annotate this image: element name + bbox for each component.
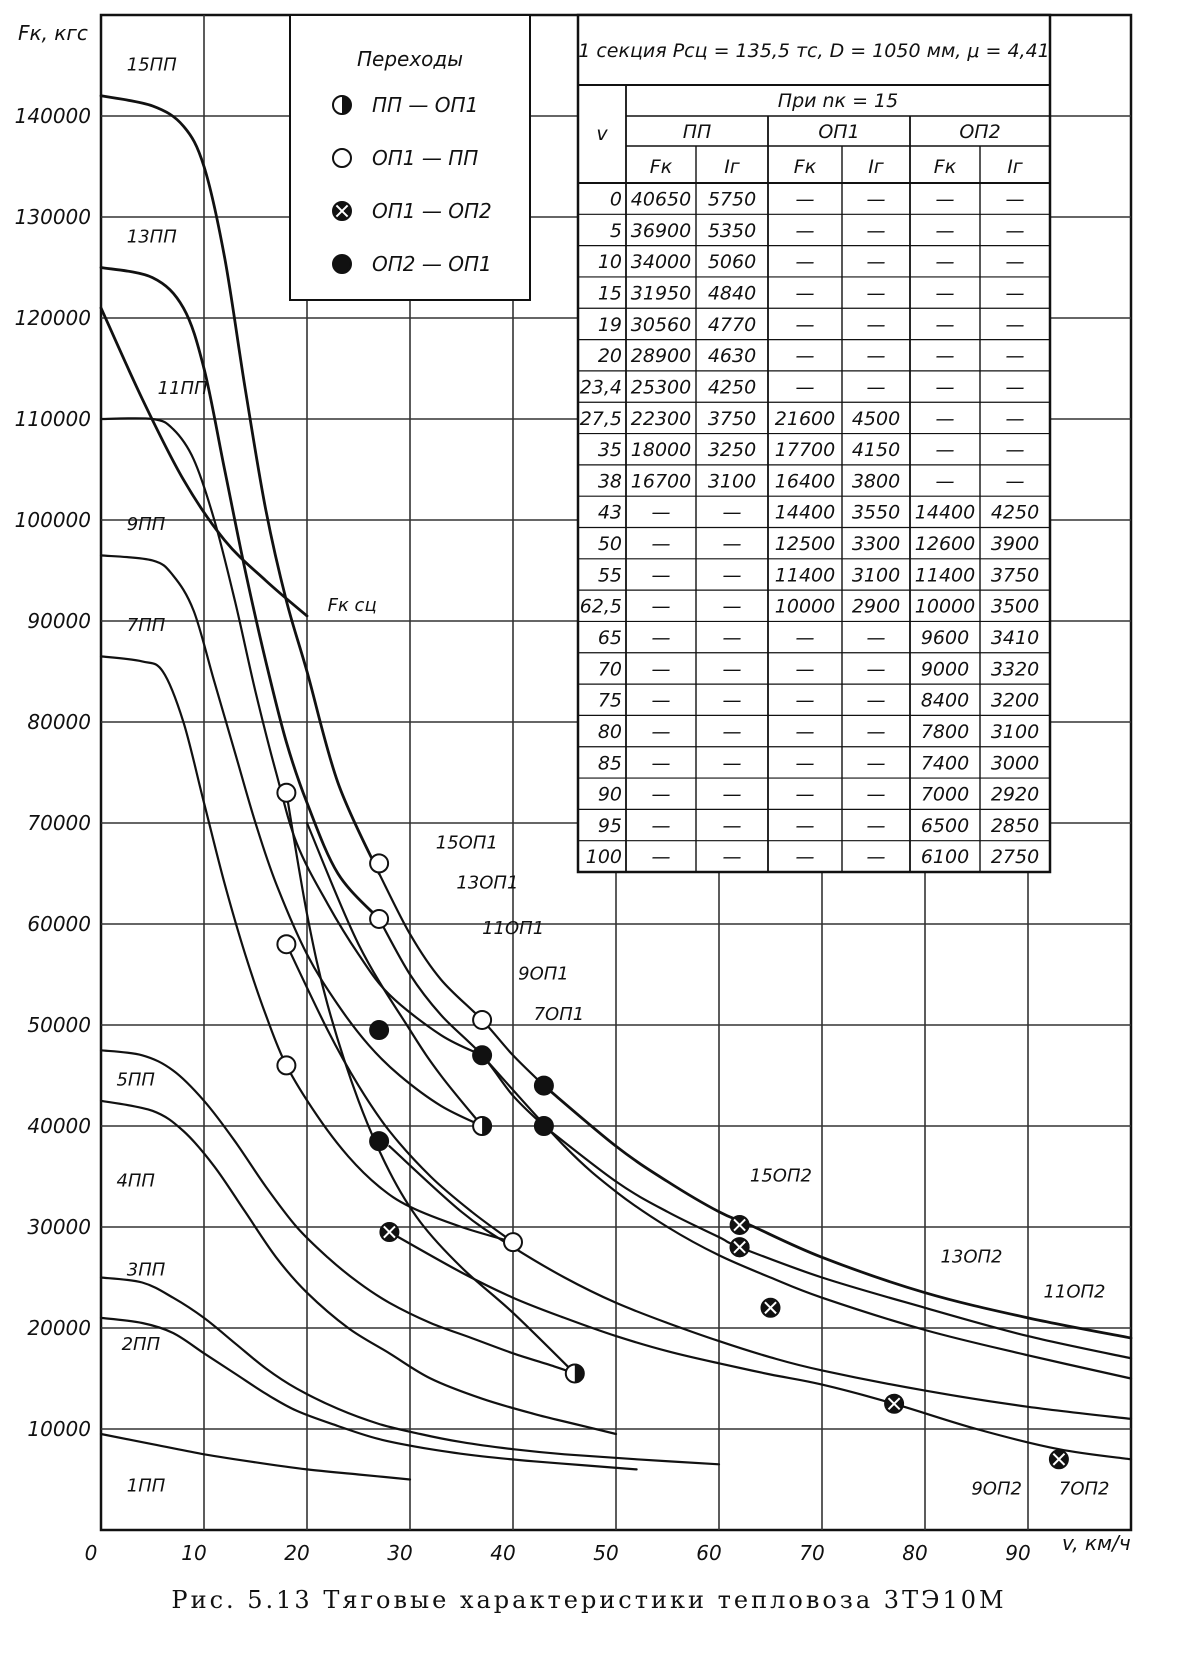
table-cell-12-0: 55 [597, 564, 622, 587]
table-cell-20-5: 6500 [920, 814, 970, 837]
transition-point-1-6 [504, 1233, 522, 1251]
y-tick-label-8: 90000 [27, 609, 91, 633]
table-cell-19-6: 2920 [990, 783, 1040, 806]
table-cell-16-3: — [795, 689, 815, 712]
series-label-1: 13ПП [126, 226, 177, 248]
x-tick-label-8: 80 [902, 1541, 928, 1565]
table-cell-0-3: — [795, 188, 815, 211]
x-tick-label-2: 20 [284, 1541, 310, 1565]
table-cell-2-4: — [866, 251, 886, 274]
table-cell-11-5: 12600 [914, 533, 976, 556]
table-cell-10-0: 43 [597, 501, 622, 524]
x-tick-label-4: 40 [490, 1541, 516, 1565]
table-cell-14-1: — [651, 627, 671, 650]
legend-marker-2 [333, 202, 351, 220]
transition-point-1-3 [370, 854, 388, 872]
table-cell-20-1: — [651, 814, 671, 837]
x-tick-label-1: 10 [181, 1541, 207, 1565]
transition-point-0-0 [566, 1364, 584, 1382]
series-line-9 [101, 1434, 410, 1480]
table-cell-20-4: — [866, 814, 886, 837]
figure-caption: Рис. 5.13 Тяговые характеристики тепловоза 3ТЭ10М [171, 1586, 1007, 1614]
transition-point-3-3 [535, 1077, 553, 1095]
x-axis-title: v, км/ч [1062, 1531, 1131, 1555]
table-col-header-0: Fк [649, 156, 673, 178]
series-label-13: 9ОП1 [518, 963, 569, 985]
series-line-12 [307, 823, 482, 1126]
table-cell-1-3: — [795, 219, 815, 242]
series-line-11 [379, 919, 544, 1126]
series-label-2: 11ПП [157, 377, 208, 399]
transition-point-2-0 [731, 1216, 749, 1234]
table-col-header-5: Iг [1007, 156, 1023, 178]
series-label-5: 5ПП [116, 1069, 155, 1091]
table-cell-8-1: 18000 [630, 439, 692, 462]
table-cell-2-3: — [795, 251, 815, 274]
table-cell-0-0: 0 [609, 188, 622, 211]
x-tick-label-9: 90 [1005, 1541, 1031, 1565]
table-cell-15-4: — [866, 658, 886, 681]
transition-point-3-4 [535, 1117, 553, 1135]
series-label-14: 7ОП1 [533, 1003, 585, 1025]
table-cell-19-4: — [866, 783, 886, 806]
table-group-1: ОП1 [818, 121, 860, 143]
table-cell-14-2: — [722, 627, 742, 650]
table-cell-15-5: 9000 [920, 658, 970, 681]
table-group-0: ПП [682, 121, 712, 143]
series-label-16: 13ОП2 [940, 1246, 1003, 1268]
table-cell-16-5: 8400 [920, 689, 970, 712]
table-cell-17-5: 7800 [920, 720, 970, 743]
table-cell-7-5: — [935, 407, 955, 430]
y-tick-label-0: 10000 [27, 1417, 91, 1441]
table-cell-13-0: 62,5 [579, 595, 622, 618]
transition-point-2-2 [762, 1299, 780, 1317]
table-cell-4-5: — [935, 313, 955, 336]
table-cell-1-4: — [866, 219, 886, 242]
series-line-13 [286, 944, 513, 1242]
series-line-3 [101, 555, 482, 1126]
table-cell-17-6: 3100 [990, 720, 1040, 743]
table-cell-7-6: — [1005, 407, 1025, 430]
table-cell-9-6: — [1005, 470, 1025, 493]
table-cell-14-3: — [795, 627, 815, 650]
table-cell-5-6: — [1005, 345, 1025, 368]
table-cell-9-0: 38 [597, 470, 622, 493]
table-cell-8-5: — [935, 439, 955, 462]
table-cell-3-6: — [1005, 282, 1025, 305]
table-cell-6-2: 4250 [707, 376, 757, 399]
table-cell-12-5: 11400 [914, 564, 976, 587]
table-cell-8-6: — [1005, 439, 1025, 462]
table-cell-16-2: — [722, 689, 742, 712]
transition-point-3-0 [370, 1021, 388, 1039]
table-cell-1-2: 5350 [707, 219, 757, 242]
table-col-header-4: Fк [933, 156, 957, 178]
transition-point-2-5 [380, 1223, 398, 1241]
series-label-9: 1ПП [126, 1475, 166, 1497]
table-cell-0-2: 5750 [707, 188, 757, 211]
transition-point-3-1 [370, 1132, 388, 1150]
table-cell-9-1: 16700 [630, 470, 692, 493]
table-cell-2-0: 10 [597, 251, 622, 274]
legend-marker-3 [333, 255, 351, 273]
table-cell-12-2: — [722, 564, 742, 587]
y-axis-title: Fк, кгс [18, 21, 88, 45]
series-label-6: 4ПП [116, 1170, 155, 1192]
table-col-header-2: Fк [793, 156, 817, 178]
table-cell-1-5: — [935, 219, 955, 242]
transition-point-0-1 [473, 1117, 491, 1135]
table-cell-7-4: 4500 [851, 407, 901, 430]
table-cell-13-6: 3500 [990, 595, 1040, 618]
transition-point-1-5 [473, 1011, 491, 1029]
y-tick-label-1: 20000 [27, 1316, 91, 1340]
table-cell-11-6: 3900 [990, 533, 1040, 556]
table-cell-15-6: 3320 [990, 658, 1040, 681]
x-tick-label-0: 0 [84, 1541, 98, 1565]
table-cell-0-1: 40650 [630, 188, 692, 211]
table-cell-21-3: — [795, 846, 815, 869]
table-cell-1-1: 36900 [630, 219, 692, 242]
table-cell-11-4: 3300 [851, 533, 901, 556]
table-cell-13-1: — [651, 595, 671, 618]
table-cell-14-6: 3410 [990, 627, 1040, 650]
table-cell-19-2: — [722, 783, 742, 806]
table-cell-15-2: — [722, 658, 742, 681]
table-cell-14-0: 65 [597, 627, 622, 650]
table-cell-18-2: — [722, 752, 742, 775]
series-label-3: 9ПП [126, 514, 166, 536]
y-tick-label-11: 120000 [14, 306, 91, 330]
table-cell-4-2: 4770 [707, 313, 757, 336]
table-cell-6-3: — [795, 376, 815, 399]
legend-entry-0: ПП — ОП1 [372, 93, 479, 117]
table-cell-7-3: 21600 [774, 407, 836, 430]
table-cell-18-4: — [866, 752, 886, 775]
table-cell-17-2: — [722, 720, 742, 743]
series-label-0: 15ПП [126, 54, 177, 76]
table-cell-21-4: — [866, 846, 886, 869]
series-label-7: 3ПП [126, 1259, 166, 1281]
table-cell-10-1: — [651, 501, 671, 524]
table-cell-3-5: — [935, 282, 955, 305]
table-cell-17-3: — [795, 720, 815, 743]
table-cell-3-0: 15 [597, 282, 622, 305]
legend-marker-1 [333, 149, 351, 167]
table-cell-15-3: — [795, 658, 815, 681]
table-cell-4-3: — [795, 313, 815, 336]
series-line-16 [544, 1126, 1131, 1358]
table-cell-5-5: — [935, 345, 955, 368]
table-cell-7-2: 3750 [707, 407, 757, 430]
table-cell-0-4: — [866, 188, 886, 211]
series-line-19 [389, 1232, 1131, 1459]
series-label-18: 9ОП2 [971, 1478, 1022, 1500]
table-cell-15-1: — [651, 658, 671, 681]
table-cell-21-0: 100 [585, 846, 622, 869]
series-label-20: Fк сц [327, 594, 377, 616]
series-label-17: 11ОП2 [1043, 1281, 1106, 1303]
y-tick-label-6: 70000 [27, 811, 91, 835]
table-cell-14-5: 9600 [920, 627, 970, 650]
table-cell-18-3: — [795, 752, 815, 775]
table-cell-1-0: 5 [609, 219, 622, 242]
table-cell-6-1: 25300 [630, 376, 692, 399]
table-cell-4-1: 30560 [630, 313, 692, 336]
table-cell-8-3: 17700 [774, 439, 836, 462]
table-cell-13-2: — [722, 595, 742, 618]
legend-title: Переходы [356, 47, 464, 71]
table-cell-15-0: 70 [597, 658, 622, 681]
table-cell-18-6: 3000 [990, 752, 1040, 775]
legend-marker-0 [333, 96, 351, 114]
y-tick-label-7: 80000 [27, 710, 91, 734]
table-cell-4-0: 19 [597, 313, 622, 336]
table-cell-10-4: 3550 [851, 501, 901, 524]
table-cell-12-3: 11400 [774, 564, 836, 587]
table-cell-3-3: — [795, 282, 815, 305]
table-subheader: При nк = 15 [777, 90, 899, 112]
series-label-12: 11ОП1 [482, 918, 545, 940]
table-col-header-3: Iг [868, 156, 884, 178]
x-tick-label-3: 30 [387, 1541, 413, 1565]
table-cell-18-1: — [651, 752, 671, 775]
table-cell-7-1: 22300 [630, 407, 692, 430]
table-cell-1-6: — [1005, 219, 1025, 242]
y-tick-label-5: 60000 [27, 912, 91, 936]
series-label-15: 15ОП2 [749, 1165, 812, 1187]
table-cell-17-1: — [651, 720, 671, 743]
table-cell-10-5: 14400 [914, 501, 976, 524]
table-cell-5-2: 4630 [707, 345, 757, 368]
table-cell-5-0: 20 [597, 345, 622, 368]
table-cell-16-6: 3200 [990, 689, 1040, 712]
y-tick-label-3: 40000 [27, 1114, 91, 1138]
transition-point-2-1 [731, 1238, 749, 1256]
table-cell-10-3: 14400 [774, 501, 836, 524]
table-v-header: v [596, 123, 608, 145]
y-tick-label-4: 50000 [27, 1013, 91, 1037]
table-cell-14-4: — [866, 627, 886, 650]
legend-entry-2: ОП1 — ОП2 [372, 199, 492, 223]
series-line-17 [482, 1055, 1131, 1378]
table-cell-11-2: — [722, 533, 742, 556]
series-line-1 [101, 268, 379, 920]
x-tick-label-6: 60 [696, 1541, 722, 1565]
x-tick-label-5: 50 [593, 1541, 619, 1565]
table-cell-6-5: — [935, 376, 955, 399]
table-cell-6-6: — [1005, 376, 1025, 399]
transition-point-1-0 [277, 784, 295, 802]
table-cell-5-4: — [866, 345, 886, 368]
table-cell-16-1: — [651, 689, 671, 712]
transition-point-1-2 [277, 1056, 295, 1074]
y-tick-label-13: 140000 [14, 104, 91, 128]
table-cell-16-0: 75 [597, 689, 622, 712]
table-cell-13-4: 2900 [851, 595, 901, 618]
y-tick-label-2: 30000 [27, 1215, 91, 1239]
table-cell-20-0: 95 [597, 814, 622, 837]
transition-point-1-4 [370, 910, 388, 928]
series-line-18 [389, 1146, 1131, 1419]
table-cell-2-6: — [1005, 251, 1025, 274]
table-cell-6-4: — [866, 376, 886, 399]
table-cell-11-0: 50 [597, 533, 622, 556]
table-cell-9-3: 16400 [774, 470, 836, 493]
table-cell-7-0: 27,5 [579, 407, 622, 430]
table-cell-0-5: — [935, 188, 955, 211]
table-cell-17-0: 80 [597, 720, 622, 743]
table-cell-21-1: — [651, 846, 671, 869]
table-cell-17-4: — [866, 720, 886, 743]
table-cell-8-4: 4150 [851, 439, 901, 462]
table-cell-8-2: 3250 [707, 439, 757, 462]
series-line-6 [101, 1101, 616, 1434]
x-tick-label-7: 70 [799, 1541, 825, 1565]
table-cell-3-1: 31950 [630, 282, 692, 305]
series-label-4: 7ПП [126, 615, 166, 637]
table-cell-16-4: — [866, 689, 886, 712]
table-cell-19-3: — [795, 783, 815, 806]
table-cell-13-5: 10000 [914, 595, 976, 618]
table-cell-12-4: 3100 [851, 564, 901, 587]
table-cell-4-6: — [1005, 313, 1025, 336]
table-cell-5-1: 28900 [630, 345, 692, 368]
characteristics-table [578, 15, 1050, 872]
table-cell-13-3: 10000 [774, 595, 836, 618]
table-cell-8-0: 35 [597, 439, 622, 462]
series-label-19: 7ОП2 [1058, 1478, 1110, 1500]
table-cell-2-2: 5060 [707, 251, 757, 274]
table-cell-19-0: 90 [597, 783, 622, 806]
table-cell-11-1: — [651, 533, 671, 556]
table-cell-6-0: 23,4 [579, 376, 622, 399]
transition-point-1-1 [277, 935, 295, 953]
table-cell-2-1: 34000 [630, 251, 692, 274]
table-cell-12-1: — [651, 564, 671, 587]
series-label-10: 15ОП1 [435, 832, 498, 854]
table-cell-20-2: — [722, 814, 742, 837]
transition-point-2-4 [1050, 1450, 1068, 1468]
transition-point-2-3 [885, 1395, 903, 1413]
table-cell-10-2: — [722, 501, 742, 524]
table-cell-20-3: — [795, 814, 815, 837]
table-cell-3-4: — [866, 282, 886, 305]
y-tick-label-10: 110000 [14, 407, 91, 431]
legend-entry-1: ОП1 — ПП [372, 146, 479, 170]
table-cell-19-5: 7000 [920, 783, 970, 806]
table-cell-21-5: 6100 [920, 846, 970, 869]
table-cell-19-1: — [651, 783, 671, 806]
table-cell-18-0: 85 [597, 752, 622, 775]
series-label-11: 13ОП1 [456, 872, 519, 894]
series-line-5 [101, 1050, 575, 1373]
table-cell-4-4: — [866, 313, 886, 336]
table-cell-2-5: — [935, 251, 955, 274]
transition-point-3-2 [473, 1046, 491, 1064]
table-cell-5-3: — [795, 345, 815, 368]
table-cell-21-6: 2750 [990, 846, 1040, 869]
table-cell-12-6: 3750 [990, 564, 1040, 587]
table-cell-11-3: 12500 [774, 533, 836, 556]
table-group-2: ОП2 [959, 121, 1001, 143]
table-cell-18-5: 7400 [920, 752, 970, 775]
table-cell-20-6: 2850 [990, 814, 1040, 837]
y-tick-label-9: 100000 [14, 508, 91, 532]
table-cell-10-6: 4250 [990, 501, 1040, 524]
table-title: 1 секция Pсц = 135,5 тс, D = 1050 мм, μ = 4,41 [578, 40, 1050, 62]
table-cell-21-2: — [722, 846, 742, 869]
table-cell-9-4: 3800 [851, 470, 901, 493]
table-cell-9-2: 3100 [707, 470, 757, 493]
legend-entry-3: ОП2 — ОП1 [372, 252, 492, 276]
table-cell-0-6: — [1005, 188, 1025, 211]
y-tick-label-12: 130000 [14, 205, 91, 229]
table-cell-9-5: — [935, 470, 955, 493]
table-col-header-1: Iг [724, 156, 740, 178]
series-label-8: 2ПП [121, 1334, 161, 1356]
table-cell-3-2: 4840 [707, 282, 757, 305]
chart-legend [290, 15, 530, 300]
